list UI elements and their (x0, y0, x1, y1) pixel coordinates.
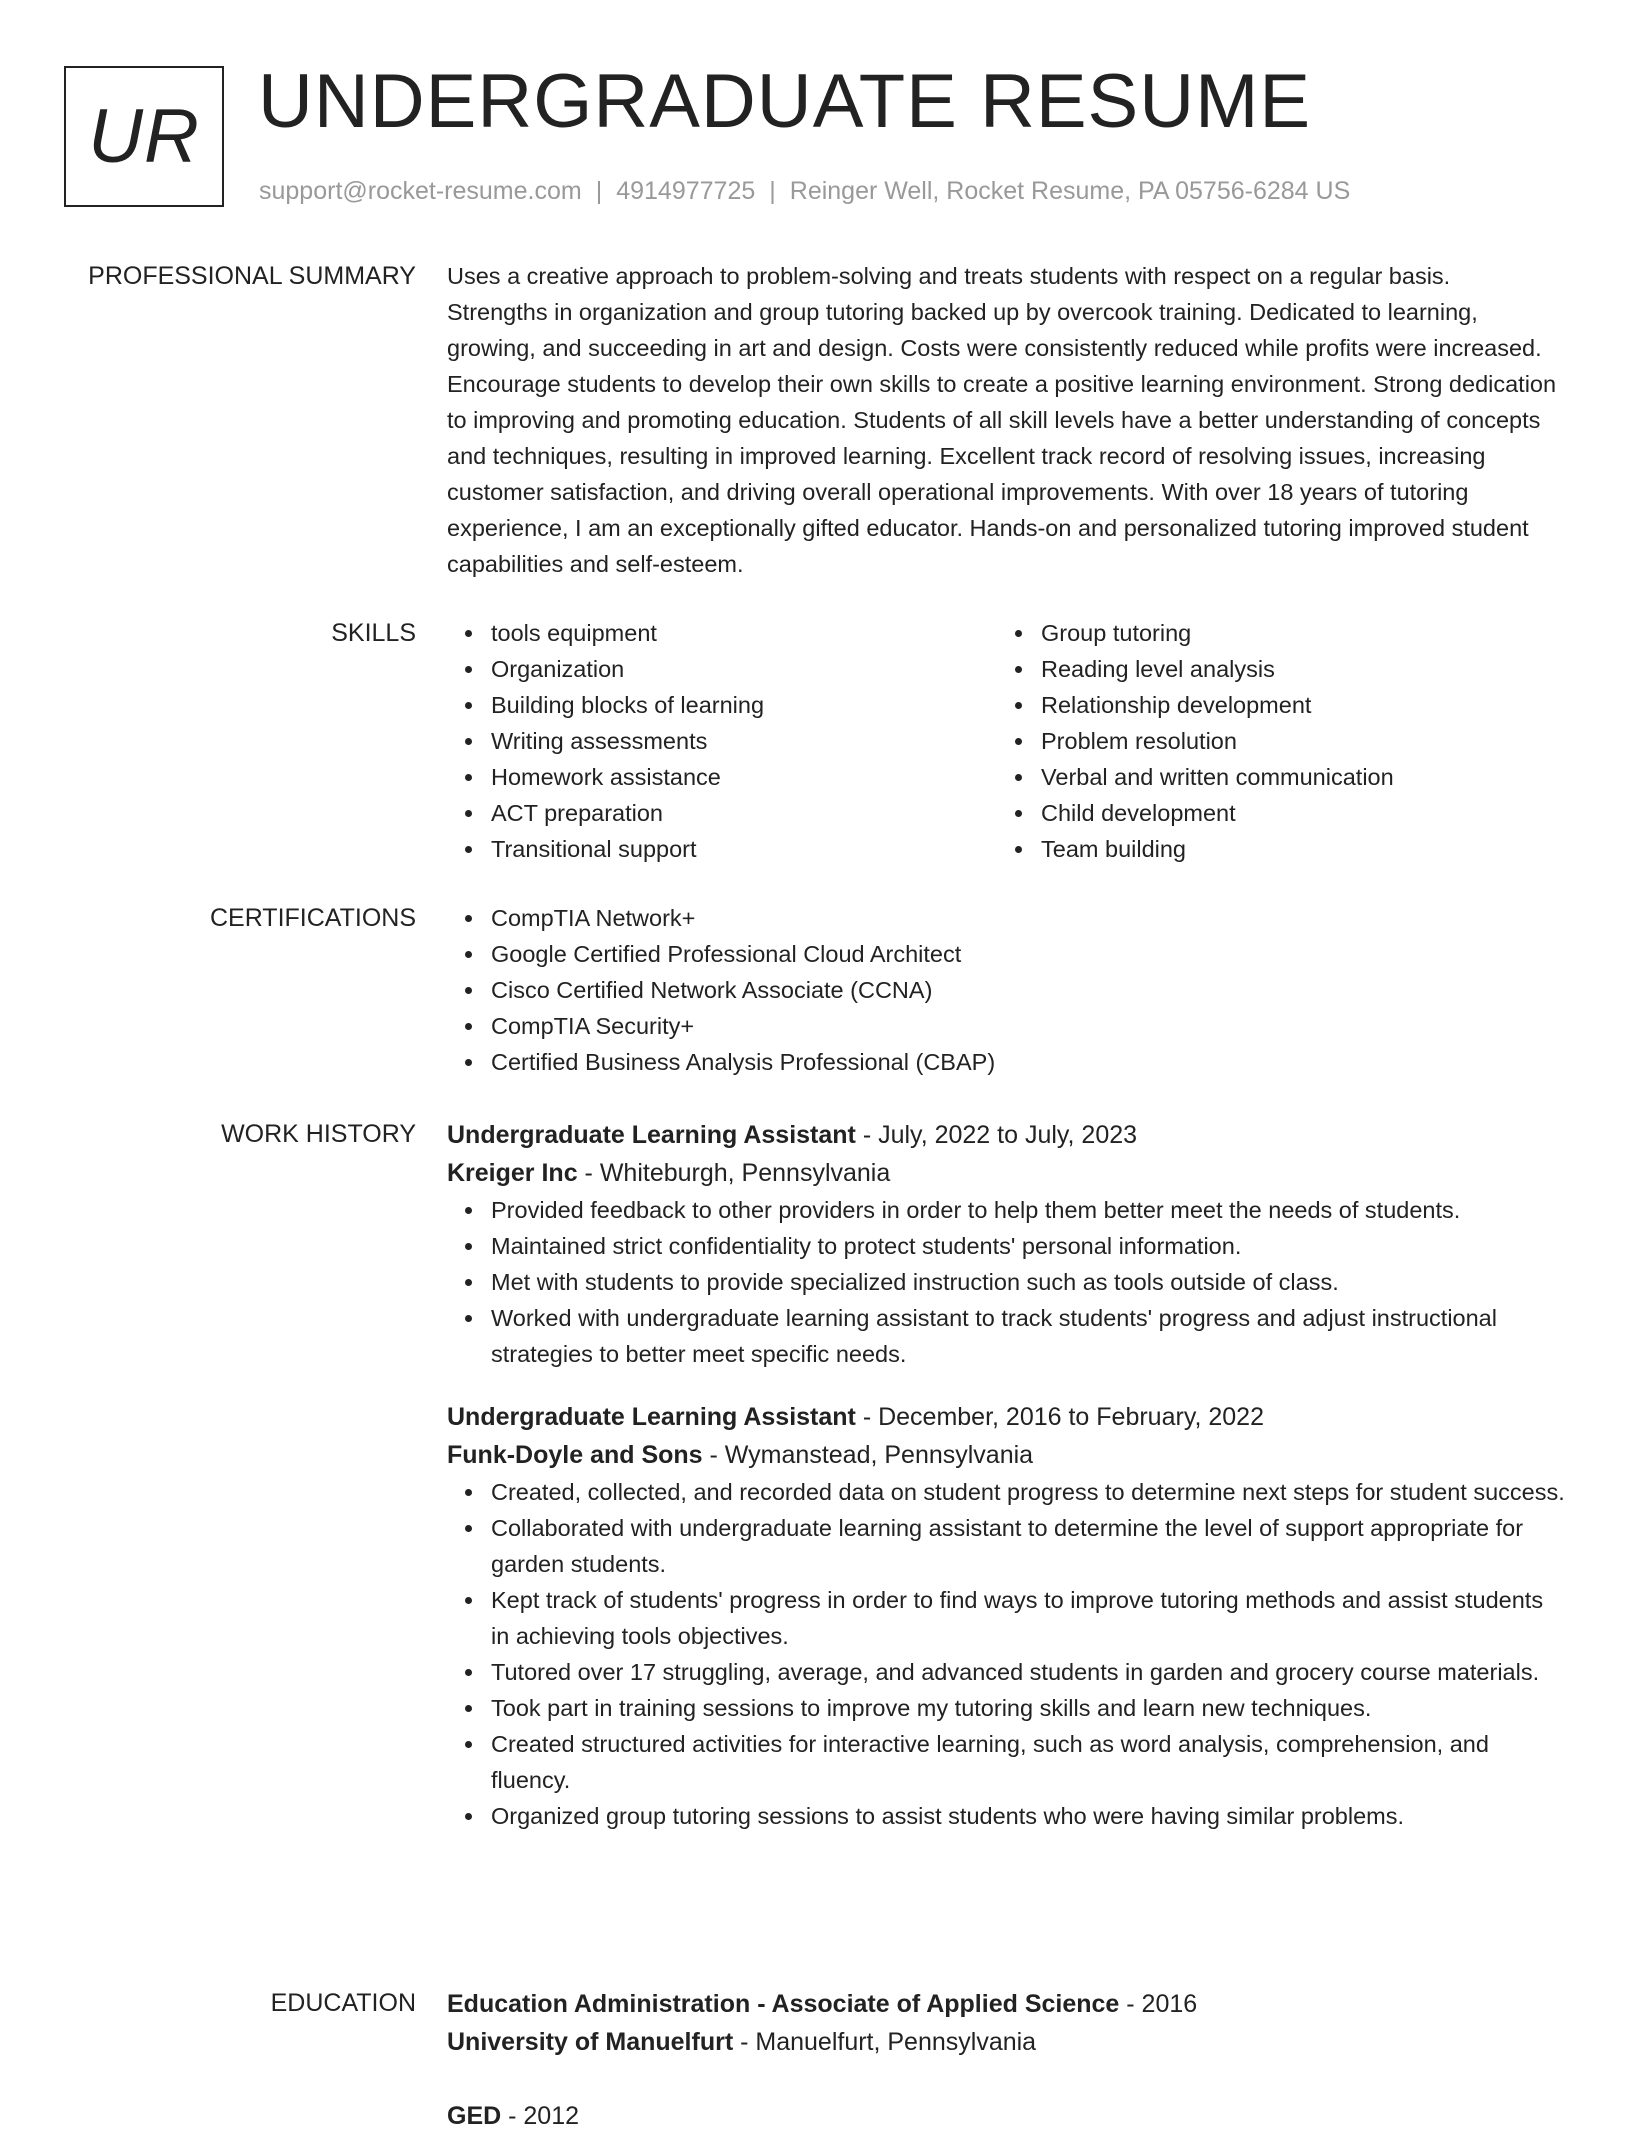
certification-item: CompTIA Network+ (447, 900, 1567, 936)
job-bullet: Kept track of students' progress in order to find ways to improve tutoring methods and assist students in achieving tools objectives. (447, 1582, 1567, 1654)
work-history-label: WORK HISTORY (221, 1120, 416, 1148)
skill-item: Reading level analysis (997, 651, 1547, 687)
certification-item: CompTIA Security+ (447, 1008, 1567, 1044)
job-title-line (447, 1116, 1567, 1154)
skill-item: ACT preparation (447, 795, 997, 831)
education-year: - 2012 (501, 2102, 580, 2130)
skill-item: Group tutoring (997, 615, 1547, 651)
contact-email[interactable]: support@rocket-resume.com (259, 177, 582, 205)
contact-line (259, 174, 1350, 208)
certifications-label: CERTIFICATIONS (209, 904, 416, 932)
job-title: Undergraduate Learning Assistant (447, 1121, 856, 1149)
contact-separator: | (595, 177, 603, 205)
skill-item: Problem resolution (997, 723, 1547, 759)
education-degree-line (447, 1985, 1567, 2023)
monogram-initials: UR (88, 94, 200, 179)
job-location: - Wymanstead, Pennsylvania (702, 1441, 1034, 1469)
education-degree: Education Administration - Associate of Applied Science (447, 1990, 1120, 2018)
skills-list-right (997, 615, 1547, 867)
job-bullet: Took part in training sessions to improve my tutoring skills and learn new techniques. (447, 1690, 1567, 1726)
education-content (447, 1985, 1567, 2135)
job-bullet: Tutored over 17 struggling, average, and advanced students in garden and grocery course materials. (447, 1654, 1567, 1690)
contact-separator: | (769, 177, 776, 205)
job-bullet: Collaborated with undergraduate learning assistant to determine the level of support appropriate for garden students. (447, 1510, 1567, 1582)
skill-item: Building blocks of learning (447, 687, 997, 723)
skill-item: Child development (997, 795, 1547, 831)
job-bullet: Maintained strict confidentiality to protect students' personal information. (447, 1228, 1567, 1264)
summary-content (447, 258, 1557, 582)
job-spacer (447, 1372, 1567, 1398)
job-bullets (447, 1474, 1567, 1834)
education-location: - Manuelfurt, Pennsylvania (733, 2028, 1037, 2056)
skill-item: tools equipment (447, 615, 997, 651)
summary-text: Uses a creative approach to problem-solving and treats students with respect on a regular basis. Strengths in organization and group tutoring backed up by overcook training. Dedicated to learning, growing, and succeeding in art and design. Costs were consistently reduced while profits were increased. Encourage students to develop their own skills to create a positive learning environment. Strong dedication to improving and promoting education. Students of all skill levels have a better understanding of concepts and techniques, resulting in improved learning. Excellent track record of resolving issues, increasing customer satisfaction, and driving overall operational improvements. With over 18 years of tutoring experience, I am an exceptionally gifted educator. Hands-on and personalized tutoring improved student capabilities and self-esteem. (447, 263, 1557, 577)
certification-item: Cisco Certified Network Associate (CCNA) (447, 972, 1567, 1008)
contact-phone[interactable]: 4914977725 (616, 177, 756, 205)
skill-item: Verbal and written communication (997, 759, 1547, 795)
skill-item: Homework assistance (447, 759, 997, 795)
job-bullet: Provided feedback to other providers in order to help them better meet the needs of students. (447, 1192, 1567, 1228)
certification-item: Google Certified Professional Cloud Architect (447, 936, 1567, 972)
education-degree: GED (447, 2102, 502, 2130)
education-school-line (447, 2023, 1567, 2061)
job-bullet: Worked with undergraduate learning assistant to track students' progress and adjust instructional strategies to better meet specific needs. (447, 1300, 1567, 1372)
job-title-line (447, 1398, 1567, 1436)
certification-item: Certified Business Analysis Professional (CBAP) (447, 1044, 1567, 1080)
skill-item: Team building (997, 831, 1547, 867)
job-bullet: Created, collected, and recorded data on student progress to determine next steps for student success. (447, 1474, 1567, 1510)
skills-list-left (447, 615, 997, 867)
resume-title: UNDERGRADUATE RESUME (258, 59, 1312, 144)
job-bullets (447, 1192, 1567, 1372)
education-label: EDUCATION (270, 1989, 416, 2017)
education-school: University of Manuelfurt (447, 2028, 734, 2056)
certifications-list (447, 900, 1567, 1080)
job-entry (447, 1398, 1567, 1834)
summary-label: PROFESSIONAL SUMMARY (88, 262, 416, 290)
education-year: - 2016 (1119, 1990, 1198, 2018)
job-title: Undergraduate Learning Assistant (447, 1403, 856, 1431)
job-dates: - December, 2016 to February, 2022 (855, 1403, 1264, 1431)
certifications-content (447, 900, 1567, 1080)
education-degree-line (447, 2097, 1567, 2135)
job-company: Funk-Doyle and Sons (447, 1441, 703, 1469)
job-entry (447, 1116, 1567, 1372)
job-bullet: Organized group tutoring sessions to assist students who were having similar problems. (447, 1798, 1567, 1834)
monogram-box (64, 66, 224, 207)
job-bullet: Met with students to provide specialized instruction such as tools outside of class. (447, 1264, 1567, 1300)
job-company: Kreiger Inc (447, 1159, 578, 1187)
education-spacer (447, 2061, 1567, 2097)
skill-item: Writing assessments (447, 723, 997, 759)
job-dates: - July, 2022 to July, 2023 (855, 1121, 1138, 1149)
skill-item: Transitional support (447, 831, 997, 867)
contact-address: Reinger Well, Rocket Resume, PA 05756-6284 US (789, 177, 1351, 205)
job-location: - Whiteburgh, Pennsylvania (577, 1159, 891, 1187)
skills-grid (447, 615, 1567, 867)
skill-item: Organization (447, 651, 997, 687)
job-bullet: Created structured activities for interactive learning, such as word analysis, comprehension, and fluency. (447, 1726, 1567, 1798)
skill-item: Relationship development (997, 687, 1547, 723)
job-company-line (447, 1436, 1567, 1474)
work-history-content (447, 1116, 1567, 1834)
job-company-line (447, 1154, 1567, 1192)
skills-label: SKILLS (331, 619, 416, 647)
